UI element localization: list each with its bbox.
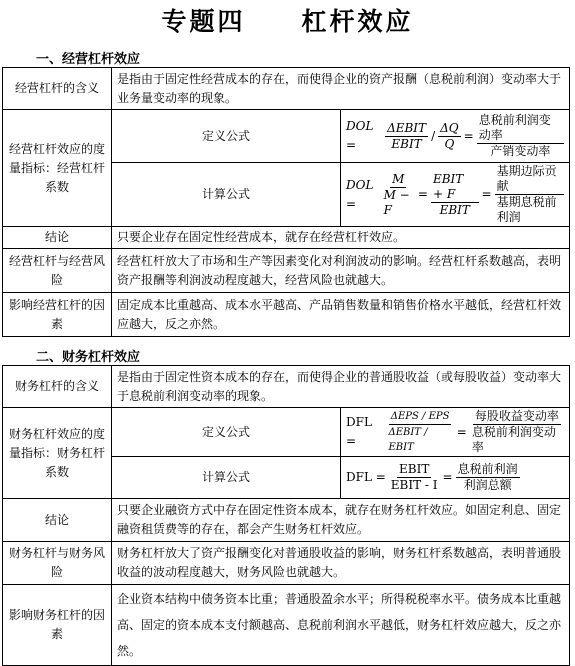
fraction: $\frac{\text{息税前利润变动率}}{\text{产销变动率}}$ — [477, 113, 564, 159]
fraction: $\frac{\text{每股收益变动率}}{\text{息税前利润变动率}}$ — [471, 409, 559, 454]
row-label-measure: 财务杠杆效应的度量指标：财务杠杆系数 — [3, 408, 112, 499]
row-label-risk: 经营杠杆与经营风险 — [3, 249, 112, 293]
fraction: $\frac{\text{基期边际贡献}}{\text{基期息税前利润}}$ — [495, 164, 564, 225]
fraction: $\frac{\text{息税前利润}}{\text{利润总额}}$ — [457, 462, 518, 492]
table-row — [3, 110, 570, 163]
row-label-meaning: 经营杠杆的含义 — [3, 68, 112, 110]
table-row — [3, 366, 570, 408]
row-label-meaning: 财务杠杆的含义 — [3, 366, 112, 408]
dfl-definition-formula — [341, 408, 570, 457]
row-text-conclusion: 只要企业融资方式中存在固定性资本成本，就存在财务杠杆效应。如固定利息、固定融资租赁费等的存在，都会产生财务杠杆效应。 — [112, 499, 570, 542]
fraction: $\frac{\Delta Q}{Q}$ — [440, 120, 459, 151]
table-row — [3, 293, 570, 337]
def-formula-label: 定义公式 — [112, 110, 341, 163]
section-heading-financial: 二、财务杠杆效应 — [36, 350, 141, 365]
table-row — [3, 499, 570, 542]
formula-equals: = — [463, 128, 474, 143]
formula-lhs: DFL = — [346, 415, 372, 448]
formula-slash: / — [431, 128, 436, 143]
fraction: $\frac{\text{ΔEPS / EPS}}{\text{ΔEBIT / EBIT}}$ — [388, 411, 450, 453]
table-row — [3, 542, 570, 585]
row-text-factors: 固定成本比重越高、成本水平越高、产品销售数量和销售价格水平越低，经营杠杆效应越大，反之亦然。 — [112, 293, 570, 337]
row-text-conclusion: 只要企业存在固定性经营成本，就存在经营杠杆效应。 — [112, 227, 570, 249]
formula-equals: = — [481, 187, 492, 201]
formula-lhs: DOL = — [346, 177, 374, 211]
formula-equals: = — [442, 470, 453, 484]
row-label-risk: 财务杠杆与财务风险 — [3, 542, 112, 585]
table-row — [3, 585, 570, 666]
table-row — [3, 227, 570, 249]
fraction: $\frac{M}{M - F}$ — [383, 171, 410, 217]
row-text-meaning: 是指由于固定性经营成本的存在，而使得企业的资产报酬（息税前利润）变动率大于业务量变动率的现象。 — [112, 68, 570, 110]
row-label-factors: 影响经营杠杆的因素 — [3, 293, 112, 337]
page-title: 专题四 杠杆效应 — [161, 7, 414, 36]
formula-equals: = — [456, 424, 467, 439]
formula-lhs: DFL = — [346, 470, 386, 484]
row-label-measure: 经营杠杆效应的度量指标：经营杠杆系数 — [3, 110, 112, 227]
fraction: $\frac{\text{ΔEBIT}}{\text{EBIT}}$ — [387, 120, 427, 151]
table-row — [3, 68, 570, 110]
row-text-risk: 财务杠杆放大了资产报酬变化对普通股收益的影响，财务杠杆系数越高，表明普通股收益的波动程度越大，财务风险也就越大。 — [112, 542, 570, 585]
calc-formula-label: 计算公式 — [112, 457, 341, 499]
row-label-conclusion: 结论 — [3, 227, 112, 249]
row-label-conclusion: 结论 — [3, 499, 112, 542]
row-text-meaning: 是指由于固定性资本成本的存在，而使得企业的普通股收益（或每股收益）变动率大于息税前利润变动率的现象。 — [112, 366, 570, 408]
row-label-factors: 影响财务杠杆的因素 — [3, 585, 112, 666]
dol-definition-formula — [341, 110, 570, 163]
fraction: $\frac{\text{EBIT + F}}{\text{EBIT}}$ — [431, 172, 479, 218]
calc-formula-label: 计算公式 — [112, 163, 341, 227]
dfl-calculation-formula — [341, 457, 570, 499]
row-text-risk: 经营杠杆放大了市场和生产等因素变化对利润波动的影响。经营杠杆系数越高，表明资产报酬等利润波动程度越大，经营风险也就越大。 — [112, 249, 570, 293]
formula-equals: = — [417, 187, 428, 201]
operating-leverage-table — [2, 67, 570, 337]
fraction: $\frac{\text{EBIT}}{\text{EBIT - I}}$ — [390, 462, 438, 492]
table-row — [3, 408, 570, 457]
financial-leverage-table — [2, 365, 570, 666]
section-heading-operating: 一、经营杠杆效应 — [36, 52, 141, 67]
row-text-factors: 企业资本结构中债务资本比重；普通股盈余水平；所得税税率水平。债务成本比重越高、固定的资本成本支付额越高、息税前利润水平越低，财务杠杆效应越大，反之亦然。 — [112, 585, 570, 666]
formula-lhs: DOL = — [346, 119, 374, 152]
table-row — [3, 249, 570, 293]
dol-calculation-formula — [341, 163, 570, 227]
def-formula-label: 定义公式 — [112, 408, 341, 457]
